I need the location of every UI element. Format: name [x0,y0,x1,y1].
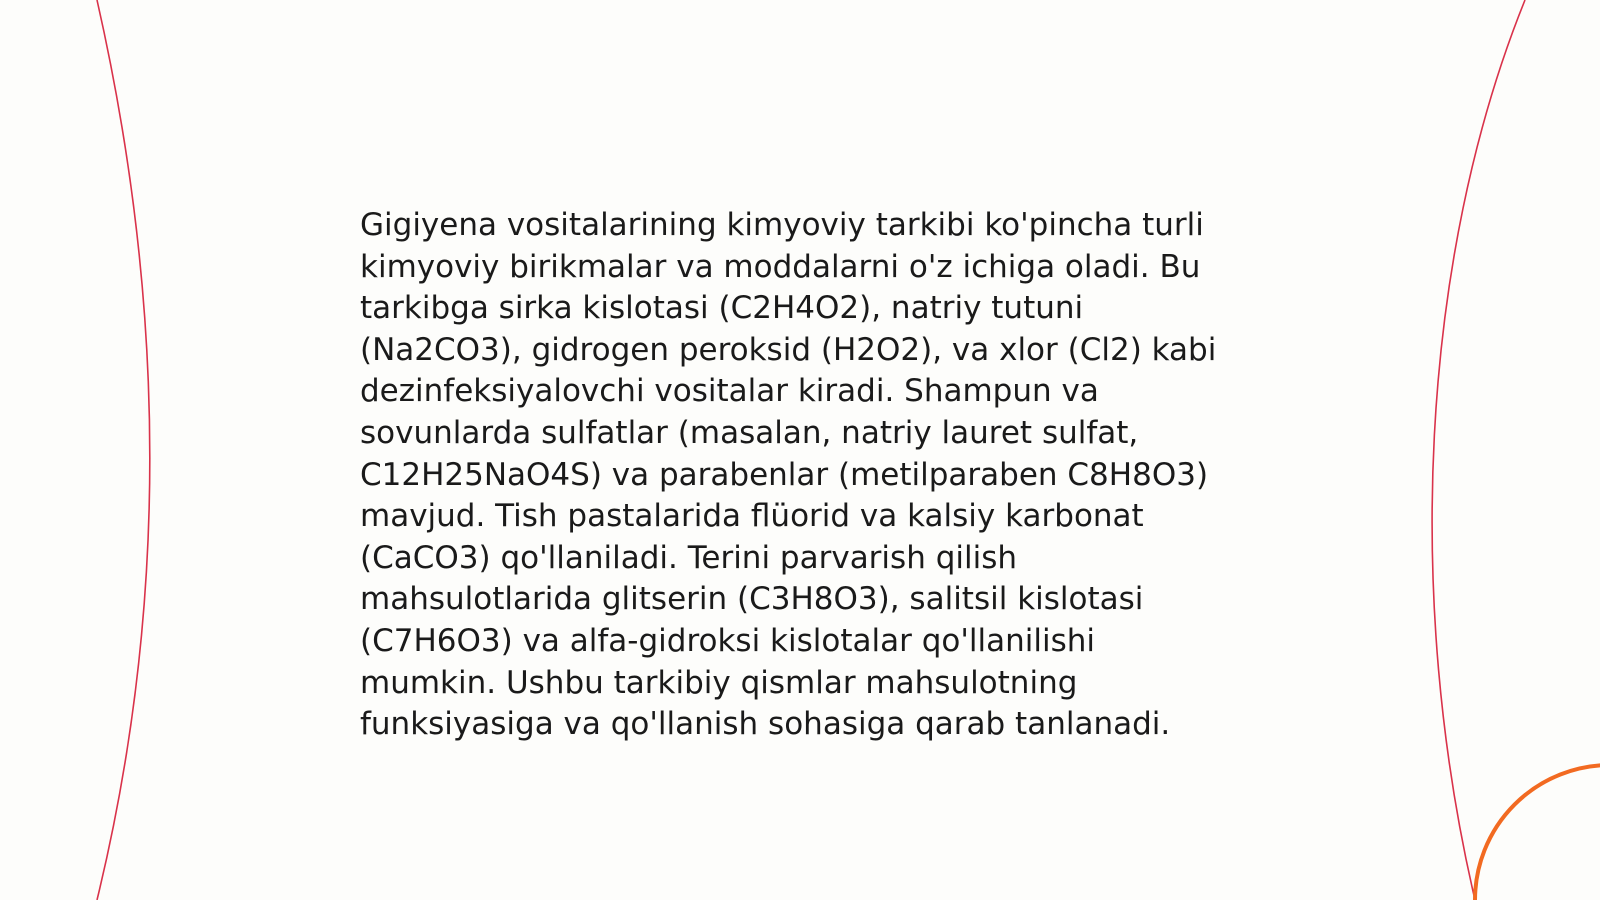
orange-accent-arc [1475,765,1600,900]
left-curve-line [97,0,150,900]
right-curve-line [1432,0,1525,900]
slide-body-text: Gigiyena vositalarining kimyoviy tarkibi ko'pincha turli kimyoviy birikmalar va moddalarni o'z ichiga oladi. Bu tarkibga sirka kislotasi (C2H4O2), natriy tutuni (Na2CO3), gidrogen peroksid (H2O2), va xlor (Cl2) kabi dezinfeksiyalovchi vositalar kiradi. Shampun va sovunlarda sulfatlar (masalan, natriy lauret sulfat, C12H25NaO4S) va parabenlar (metilparaben C8H8O3) mavjud. Tish pastalarida flüorid va kalsiy karbonat (CaCO3) qo'llaniladi. Terini parvarish qilish mahsulotlarida glitserin (C3H8O3), salitsil kislotasi (C7H6O3) va alfa-gidroksi kislotalar qo'llanilishi mumkin. Ushbu tarkibiy qismlar mahsulotning funksiyasiga va qo'llanish sohasiga qarab tanlanadi. [360,207,1217,743]
